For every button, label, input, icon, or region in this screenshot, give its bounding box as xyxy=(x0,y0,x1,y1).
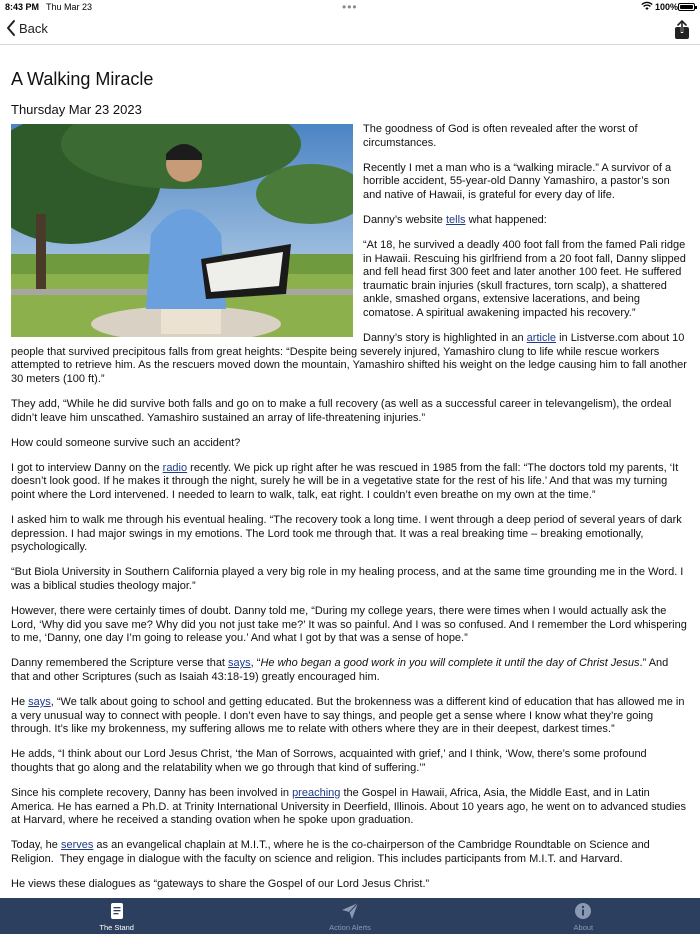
battery-icon xyxy=(678,3,695,11)
paragraph: He says, “We talk about going to school and getting educated. But the brokenness was a different kind of education that has allowed me in a very unusual way to connect with people. I don’t even have to say things, and people get a sense where I know what they’re going through. It’s like my brokenness, my suffering allows me to relate with others where they are in their deepest, darkest times.” xyxy=(11,696,685,736)
paragraph: I asked him to walk me through his eventual healing. “The recovery took a long time. I went through a deep period of several years of dark depression. I had major swings in my emotions. The Lord took me through that. It was a real breaking time – breaking emotionally, psychologically. xyxy=(11,514,682,554)
paragraph: Since his complete recovery, Danny has been involved in preaching the Gospel in Hawaii, Africa, Asia, the Middle East, and in Latin America. He has earned a Ph.D. at Trinity International University in Deerfield, Illinois. About 10 years ago, he went on to advanced studies at Harvard, where he received a standing ovation when he spoke upon graduation. xyxy=(11,786,687,827)
paragraph: “But Biola University in Southern California played a very big role in my healing process, and at the same time grounding me in the Word. I was a biblical studies theology major.” xyxy=(11,566,684,592)
paragraph: I got to interview Danny on the radio recently. We pick up right after he was rescued in 1985 from the fall: “The doctors told my parents, ‘It doesn’t look good. If he makes it through the night, surely he will be in a vegetative state for the rest of his life.’ And that was my turning point where the Lord intervened. I needed to learn to walk, talk, eat right. I couldn’t even breathe on my own at the time.” xyxy=(11,461,679,501)
status-bar xyxy=(0,0,700,14)
multitasking-dots-icon[interactable]: ••• xyxy=(342,0,358,14)
status-date: Thu Mar 23 xyxy=(46,2,93,12)
tab-the-stand[interactable] xyxy=(0,898,233,934)
info-icon xyxy=(574,902,592,920)
article-photo xyxy=(11,124,353,337)
link-radio[interactable]: radio xyxy=(162,461,188,474)
back-button[interactable] xyxy=(6,19,48,37)
link-says[interactable]: says xyxy=(228,657,251,670)
battery-percent: 100% xyxy=(655,2,679,12)
link-says-2[interactable]: says xyxy=(28,696,51,708)
paragraph: However, there were certainly times of doubt. Danny told me, “During my college years, there were times when I would actually ask the Lord, ‘Why did you save me? Why did you not just take me?’ It was so painful. And I was so confused. And I remember the Lord whispering to me, ‘Danny, one day I’m going to release you.’ And what I got by that was a sense of hope.” xyxy=(11,605,687,645)
paragraph: Today, he serves as an evangelical chaplain at M.I.T., where he is the co-chairperson of the Cambridge Roundtable on Science and Religion. They engage in dialogue with the faculty on science and religion. This includes participants from M.I.T. and Harvard. xyxy=(11,839,650,865)
document-icon xyxy=(108,902,126,920)
paragraph: He views these dialogues as “gateways to share the Gospel of our Lord Jesus Christ.” xyxy=(11,877,430,890)
tab-about[interactable] xyxy=(467,898,700,934)
tab-label: About xyxy=(573,923,594,932)
paragraph: Danny remembered the Scripture verse that says, “He who began a good work in you will complete it until the day of Christ Jesus.” And that and other Scriptures (such as Isaiah 43:18-19) greatly encouraged him. xyxy=(11,657,669,683)
chevron-left-icon xyxy=(6,19,16,37)
paragraph: Danny’s story is highlighted in an article in Listverse.com about 10 people that survived precipitous falls from great heights: “Despite being severely injured, Yamashiro clung to life while rescue workers attempted to retrieve him. As the rescuers moved down the mountain, Yamashiro shifted his weight on the ledge causing him to fall another 30 meters (100 ft).” xyxy=(11,332,687,385)
paragraph: Danny’s website tells what happened: xyxy=(363,213,547,226)
status-time: 8:43 PM xyxy=(5,2,40,12)
tab-bar xyxy=(0,898,700,934)
paragraph: The goodness of God is often revealed after the worst of circumstances. xyxy=(363,123,638,149)
link-tells[interactable]: tells xyxy=(445,213,466,226)
article-body xyxy=(11,123,689,892)
paragraph: They add, “While he did survive both falls and go on to make a full recovery (as well as a successful career in televangelism), the ordeal didn’t leave him unscathed. Yamashiro sustained an array of life-threatening injuries.” xyxy=(11,398,672,424)
paper-plane-icon xyxy=(341,902,359,920)
link-article[interactable]: article xyxy=(526,332,557,345)
tab-action-alerts[interactable] xyxy=(233,898,466,934)
tab-label: Action Alerts xyxy=(329,923,371,932)
article-date: Thursday Mar 23 2023 xyxy=(11,102,142,117)
paragraph: How could someone survive such an accident? xyxy=(11,436,241,449)
wifi-icon xyxy=(641,1,653,11)
share-icon[interactable] xyxy=(674,20,690,40)
tab-label: The Stand xyxy=(99,923,134,932)
link-preaching[interactable]: preaching xyxy=(292,786,341,799)
article-title: A Walking Miracle xyxy=(11,69,154,89)
link-serves[interactable]: serves xyxy=(60,839,94,852)
paragraph: “At 18, he survived a deadly 400 foot fall from the famed Pali ridge in Hawaii. Rescuing his girlfriend from a 20 foot fall, Danny slipped and fell head first 300 feet and later another 100 feet. He suffered traumatic brain injuries (skull fractures, torn scalp), a shattered ankle, smashed organs, extensive lacerations, and being comatose. A spiritual awakening impacted his recovery.” xyxy=(363,239,686,320)
navigation-bar xyxy=(0,14,700,45)
article-scroll-view[interactable] xyxy=(0,45,700,898)
back-label: Back xyxy=(19,20,48,36)
paragraph: Recently I met a man who is a “walking miracle.” A survivor of a horrible accident, 55-year-old Danny Yamashiro, a pastor’s son and native of Hawaii, is grateful for every day of life. xyxy=(363,161,672,201)
paragraph: He adds, “I think about our Lord Jesus Christ, ‘the Man of Sorrows, acquainted with grief,’ and I think, ‘Wow, there’s some profound thoughts that go along and the relatability when we go through that kind of suffering.’” xyxy=(11,748,647,774)
